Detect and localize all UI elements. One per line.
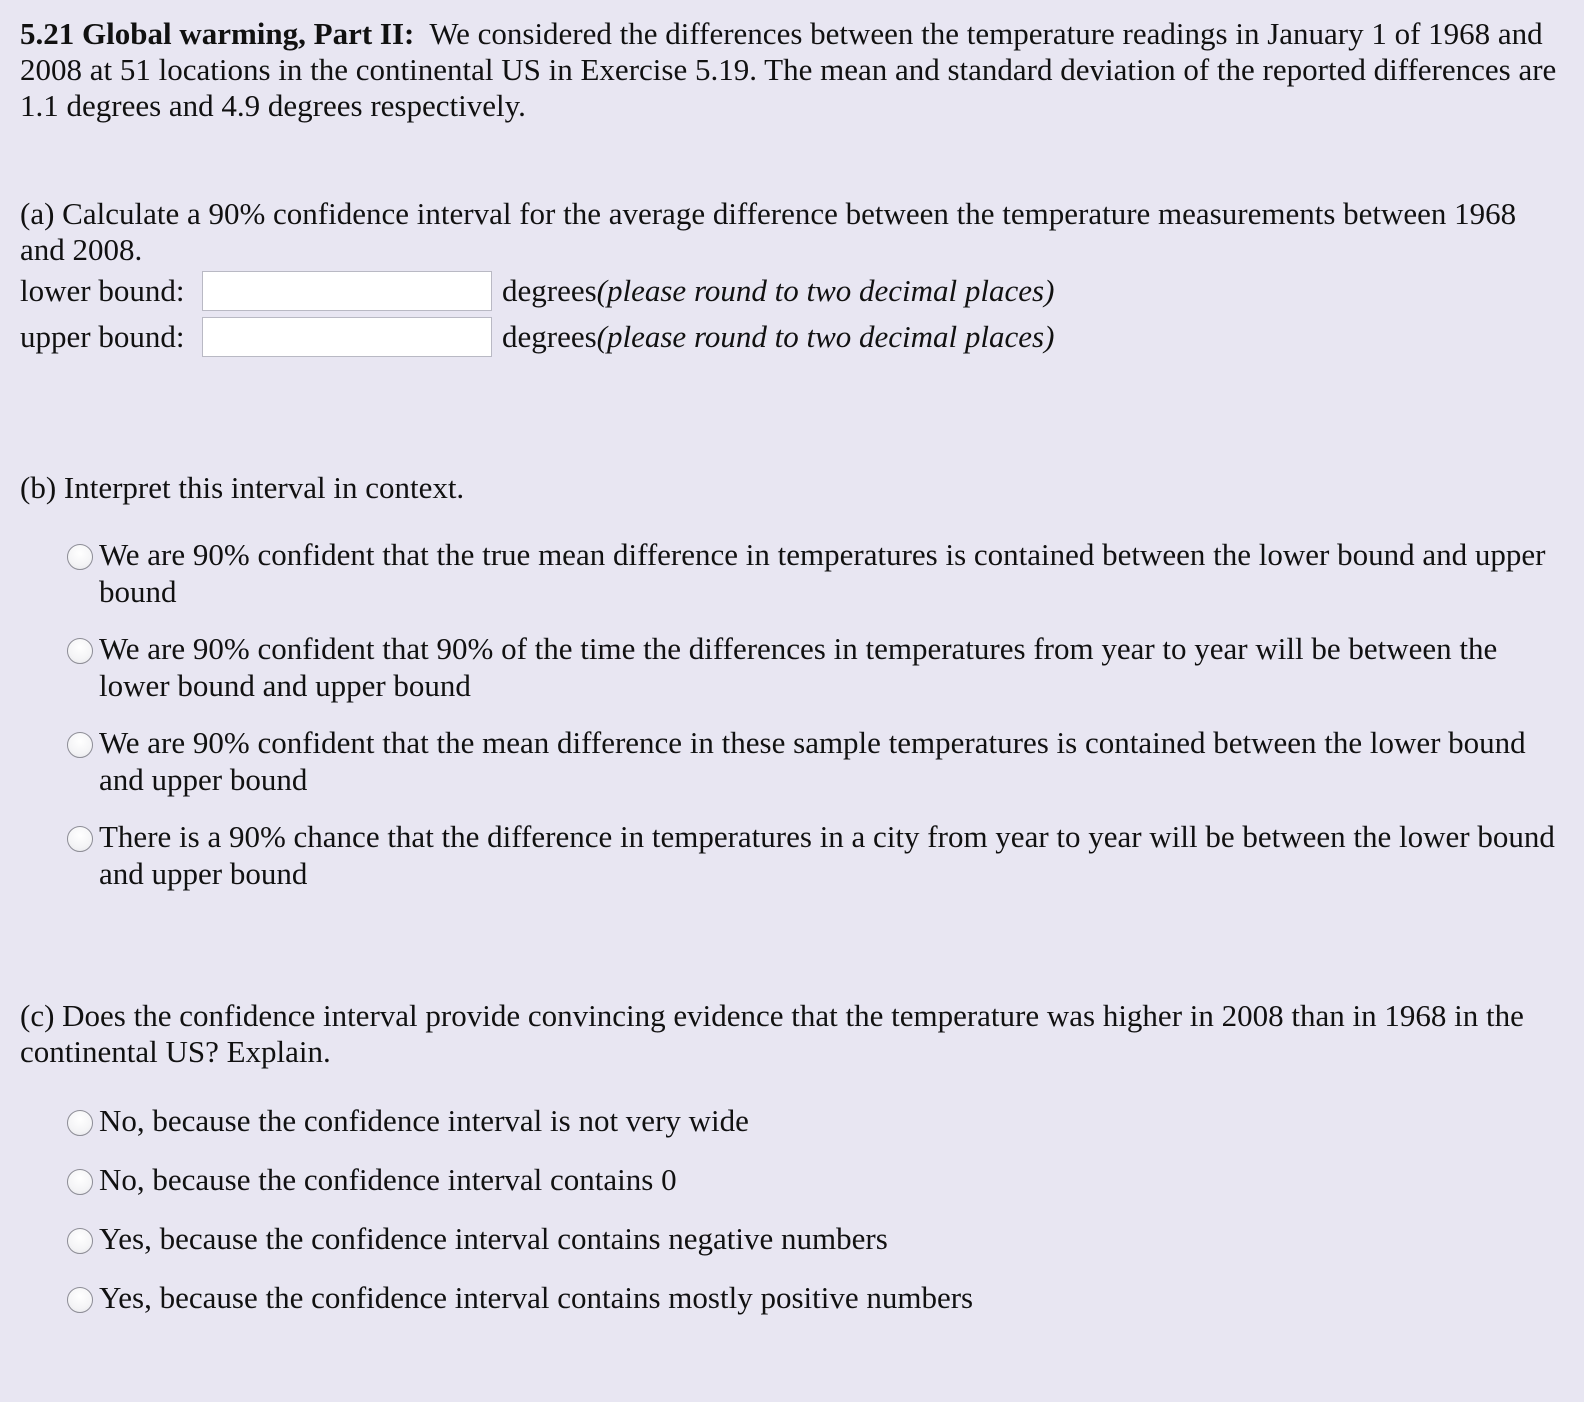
part-c-option[interactable] — [67, 1161, 1560, 1198]
lower-bound-row — [20, 268, 1560, 314]
upper-bound-input[interactable] — [202, 317, 492, 357]
part-b-option[interactable] — [67, 630, 1560, 704]
part-c-options — [20, 1102, 1560, 1316]
part-c-option[interactable] — [67, 1279, 1560, 1316]
problem-description: We considered the differences between the temperature readings in January 1 of 1968 and 2008 at 51 locations in the continental US in Exercise 5.19. The mean and standard deviation of the reported differences are 1.1 degrees and 4.9 degrees respectively. — [20, 16, 1557, 123]
upper-bound-unit: degrees — [502, 319, 597, 354]
part-b-option[interactable] — [67, 724, 1560, 798]
upper-bound-hint: (please round to two decimal places) — [596, 319, 1055, 354]
upper-bound-row — [20, 314, 1560, 360]
option-label: We are 90% confident that the true mean difference in temperatures is contained between the lower bound and upper bound — [99, 537, 1546, 609]
part-c — [20, 998, 1560, 1316]
lower-bound-input[interactable] — [202, 271, 492, 311]
part-b-option[interactable] — [67, 818, 1560, 892]
option-label: No, because the confidence interval is not very wide — [99, 1103, 749, 1138]
radio-button[interactable] — [67, 638, 93, 664]
radio-button[interactable] — [67, 732, 93, 758]
option-label: Yes, because the confidence interval contains negative numbers — [99, 1221, 888, 1256]
radio-button[interactable] — [67, 1169, 93, 1195]
part-b-option[interactable] — [67, 536, 1560, 610]
option-label: We are 90% confident that 90% of the time the differences in temperatures from year to year will be between the lower bound and upper bound — [99, 631, 1498, 703]
part-a-question: (a) Calculate a 90% confidence interval for the average difference between the temperature measurements between 1968 and 2008. — [20, 196, 1517, 267]
option-label: No, because the confidence interval contains 0 — [99, 1162, 677, 1197]
lower-bound-hint: (please round to two decimal places) — [596, 273, 1055, 308]
option-label: There is a 90% chance that the difference in temperatures in a city from year to year will be between the lower bound and upper bound — [99, 819, 1555, 891]
part-a — [20, 196, 1560, 360]
radio-button[interactable] — [67, 1228, 93, 1254]
part-c-option[interactable] — [67, 1102, 1560, 1139]
lower-bound-label: lower bound: — [20, 273, 185, 308]
part-c-option[interactable] — [67, 1220, 1560, 1257]
lower-bound-unit: degrees — [502, 273, 597, 308]
part-b — [20, 470, 1560, 892]
radio-button[interactable] — [67, 1287, 93, 1313]
problem-intro — [20, 16, 1560, 124]
problem-title: 5.21 Global warming, Part II: — [20, 16, 415, 51]
radio-button[interactable] — [67, 1110, 93, 1136]
radio-button[interactable] — [67, 826, 93, 852]
problem-page — [20, 16, 1560, 1316]
part-c-question: (c) Does the confidence interval provide convincing evidence that the temperature was higher in 2008 than in 1968 in the continental US? Explain. — [20, 998, 1524, 1069]
option-label: We are 90% confident that the mean difference in these sample temperatures is contained between the lower bound and upper bound — [99, 725, 1526, 797]
option-label: Yes, because the confidence interval contains mostly positive numbers — [99, 1280, 974, 1315]
upper-bound-label: upper bound: — [20, 319, 185, 354]
part-b-question: (b) Interpret this interval in context. — [20, 470, 465, 505]
radio-button[interactable] — [67, 544, 93, 570]
part-b-options — [20, 536, 1560, 892]
